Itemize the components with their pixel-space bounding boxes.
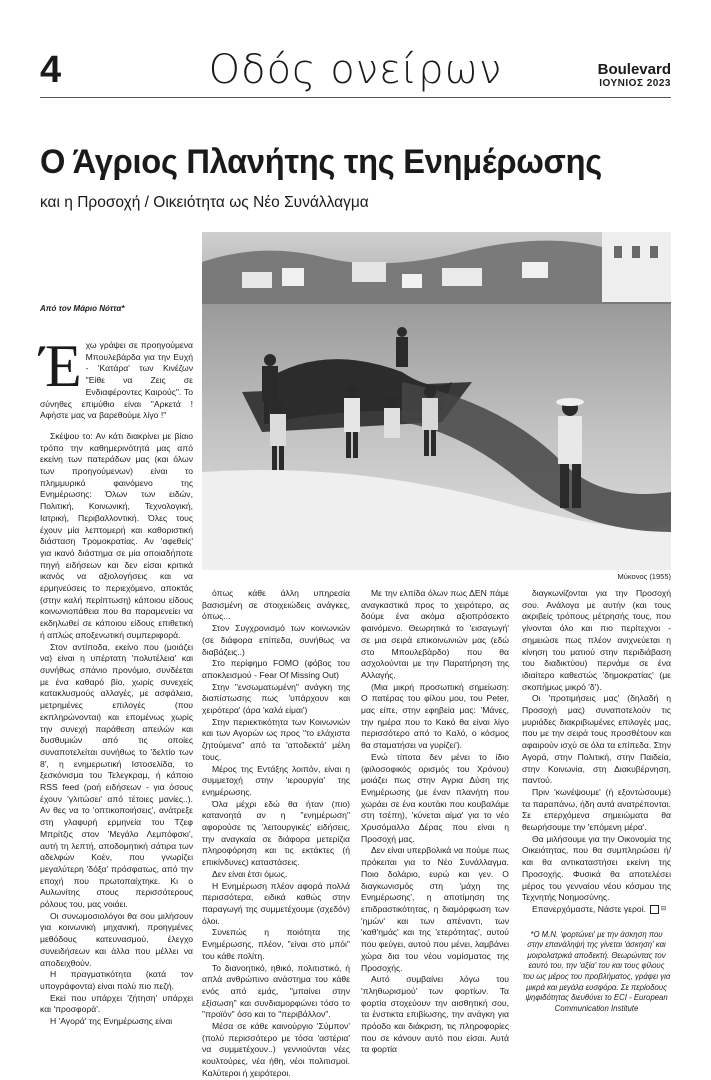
paragraph: Δεν είναι έτσι όμως. xyxy=(212,868,288,879)
paragraph: Οι 'προτιμήσεις μας' (δηλαδή η Προσοχή μας) συναποτελούν τις μυριάδες διακριβωμένες επιλογές μας, που με την σειρά τους προσθέτουν και αφαιρούν ισχύ σε όλα τα επίπεδα. Στην Αγορά, στην Πολιτική, στην Παιδεία, στην Κοινωνία, στη Διακυβέρνηση, παντού. xyxy=(522,693,671,786)
paragraph: Μέσα σε κάθε καινούργιο 'Σύμπον' (πολύ περισσότερο με τόσα 'αστέρια' να συμμετέχουν..) γεννιούνται νέες κουλτούρες, νέα ήθη, νέοι πολιτισμοί. Καλύτεροι ή χειρότεροι. xyxy=(202,1021,350,1078)
paragraph: Οι συνωμοσιολόγοι θα σου μιλήσουν για κοινωνική μηχανική, προηγμένες μεθόδους κατευνασμού, έλεγχο συνειδήσεων και άλλα που μέλλει να αποδειχθούν. xyxy=(40,910,193,968)
lead-paragraph xyxy=(40,333,193,422)
paragraph: Το διανοητικό, ηθικό, πολιτιστικό, ή απλά ανθρώπινο ανάστημα του κάθε ενός από εμάς, "μπαίνει στην εξίσωση" και συνδιαμορφώνει τόσο το "προϊόν" όσο και το "περιβάλλον". xyxy=(202,962,350,1020)
paragraph: Στον αντίποδα, εκείνο που (μοιάζει να) είναι η υπέρτατη 'πολυτέλεια' και συνήθως σπάνιο προνόμιο, συνδέεται με ένα καθαρό βίο, χωρίς συνεχείς κατακλυσμούς αλλαγές, με ασφάλεια, μετρημένες επιλογές (που εκπληρώνονται) και επομένως χωρίς την συνεχή παράθεση απειλών και δυσθυμιών από τις οποίες συναποτελείται συνήθως το 'δελτίο των 8', η ενημερωτική Ιστοσελίδα, το ξεσκόνισμα του Τελεγκραμ, ή κάποιο RSS feed (ροή ειδήσεων - για όσους έχουν 'γλιτώσει' από τέτοιες μανίες..). Αν θες να το 'οπτικοποιήσεις', ανάτρεξε στη γλαφυρή ερμηνεία του Τζεφ Μπρίτζις στον 'Μεγάλο Λεμπόφσκι', αυτή τη λεπτή, αποδομητική σάτιρα των αδελφών Κοέν, που γνωρίζει μεγαλύτερη 'δόξα' πρόσφατως, από την εποχή που πρωτοπαίχτηκε. Κι ο Αυλωνίτης στους περισσότερους ρόλους του, μας νοιάει. xyxy=(40,641,193,910)
paragraph: (Μια μικρή προσωπική σημείωση: Ο πατέρας του φίλου μου, του Peter, μας είπε, στην εφηβεία μας: 'Μάνες, την ημέρα που το Κακό θα είναι λίγο περισσότερο από το Καλό, ο κόσμος θα σταματήσει να γυρίζει'). xyxy=(361,681,509,751)
header-rule xyxy=(40,97,671,98)
paragraph: Μέρος της Εντάξης λοιπόν, είναι η συμμετοχή στην 'ιερουργία' της ενημέρωσης. xyxy=(202,763,350,797)
paragraph: Η 'Αγορά' της Ενημέρωσης είναι xyxy=(50,1016,173,1027)
article-byline: Από τον Μάριο Νόττα* xyxy=(40,304,125,313)
text-column-1 xyxy=(40,333,193,1028)
paragraph: Ενώ τίποτα δεν μένει το ίδιο (φιλοσοφικός ορισμός του Χρόνου) μοιάζει πως στην Αγρια Δύση της Ενημέρωσης (με έναν πλανήτη που χωράει σε ένα κουτάκι που κουβαλάμε στη τσέπη), 'κύνεται αίμα' για το νέο Χρυσόμαλλο Δέρας που είναι η Προσοχή μας. xyxy=(361,751,509,844)
end-mark-icon: ⊟ xyxy=(650,905,659,914)
paragraph: Στο περίφημο FOMO (φόβος του αποκλεισμού - Fear Of Missing Out) xyxy=(202,658,350,680)
paragraph: Σκέψου το: Αν κάτι διακρίνει με βίαιο τρόπο την καθημερινότητά μας από εκείνη των πατεράδων μας (και όλων των προηγούμενων) είναι το πλημμυρικό φαινόμενο της Ενημέρωσης: Όλων των ειδών, Πολιτική, Κοινωνική, Τεχνολογική, Ιατρική, Περιβαλλοντική. Όλες τους έχουν μία λεπτομερή και καθοριστική διάσταση Τρομοκρατίας. Αν 'αφεθείς' για ικανό διάστημα σε μία οποιαδήποτε πηγή ειδήσεων και δεν είσαι κριτικά ικανός να αξιολογήσεις και να ερμηνεύσεις το περιεχόμενο, αποκτάς (στην καλή περίπτωση) κάποιου είδους κοινωνιοπάθεια που θα παραμενείει να εκδηλωθεί σε κάποιου είδους επιθετική ή απλώς αποξενωτική συμπεριφορά. xyxy=(40,430,193,640)
issue-date: ΙΟΥΝΙΟΣ 2023 xyxy=(599,78,671,89)
drop-cap: Έ xyxy=(40,333,82,399)
fishermen-photo-illustration xyxy=(202,232,671,570)
paragraph: Πριν 'κωνέψουμε' (ή εξοντώσουμε) τα παραπάνω, ήδη αυτά ανατρέπονται. Σε επερχόμενα σημειώματα θα θεωρήσουμε την 'επόμενη μέρα'. xyxy=(522,786,671,833)
lead-text: χω γράψει σε προηγούμενα Μπουλεβάρδα για την Ευχή - 'Κατάρα' των Κινέζων "Είθε να Ζεις σε Ενδιαφέροντες Καιρούς". Το σύνηθες επιμύθιο είναι "Αρκετά ! Αφήστε μας να βαρεθούμε λίγο !" xyxy=(40,340,193,421)
paragraph: Στην "ενσωματωμένη" ανάγκη της διαπίστωσης πως 'υπάρχουν και χειρότερα' (άρα 'καλά είμαι') xyxy=(202,681,350,716)
paragraph: Συνεπώς η ποιότητα της Ενημέρωσης, πλέον, "είναι στο μπόι" του κάθε πολίτη. xyxy=(202,927,350,961)
paragraph: Η πραγματικότητα (κατά τον υπογράφοντα) είναι πολύ πιο πεζή. xyxy=(40,969,193,991)
page-number: 4 xyxy=(40,49,62,91)
photo-caption: Μύκονος (1955) xyxy=(617,572,671,581)
text-column-2 xyxy=(202,588,350,1080)
paragraph: Εκεί που υπάρχει 'ζήτηση' υπάρχει και 'προσφορά'. xyxy=(40,992,193,1015)
text-column-4 xyxy=(522,588,671,1014)
paragraph: Με την ελπίδα όλων πως ΔΕΝ πάμε αναγκαστικά προς το χειρότερο, ας δούμε ένα ακόμα αξιοπρόσεκτο φαινόμενο. Θεωρητικά το 'εισαγωγή' σε μια σειρά επικοινωνιών μας (εδώ στο Μπουλεβάρδο) που θα ασχολούνται με την Παρατήρηση της Αλλαγής. xyxy=(361,588,509,680)
paragraph: διαγκωνίζονται για την Προσοχή σου. Ανάλογα με αυτήν (και τους ακριβείς τρόπους μέτρησής τους, που γίνονται όλο και πιο περίτεχνοι - σημειώσε πως πλέον ανιχνεύεται η κίνηση του ματιού στην περιδιάβαση του διαδικτύου) περνάμε σε ένα ιδιαίτερο καθεστώς 'δημοκρατίας' (με σκοπήμως μικρό 'δ'). xyxy=(522,588,671,692)
paragraph: Η Ενημέρωση πλέον αφορά πολλά περισσότερα, ειδικά καθώς στην παραγωγή της συμμετέχουμε (σχεδόν) όλοι. xyxy=(202,880,350,926)
brand-name: Boulevard xyxy=(597,61,671,78)
paragraph: Στην περιεκτικότητα των Κοινωνιών και των Αγορών ως προς "το ελάχιστα ζητούμενα" από τα 'αποδεκτά' μέλη τους. xyxy=(202,716,350,762)
paragraph: Θα μιλήσουμε για την Οικονομία της Οικειότητας, που θα συμπληρώσει ή/και θα αντικαταστήσει εκείνη της Προσοχής. Φυσικά θα αποτελέσει μέρος του γενναίου νέου κόσμου της Τεχνητής Νοημοσύνης. xyxy=(522,833,671,903)
publication-masthead xyxy=(598,62,671,90)
paragraph: Δεν είναι υπερβολικά να πούμε πως πρόκειται για το Νέο Συνάλλαγμα. Ποιο δολάριο, ευρώ και γεν. Ο διαγκωνισμός στη 'μάχη της Ενημέρωσης', η αποτίμηση της επιδραστικότητας, η διαμόρφωση των 'ημών' και των απέναντι, των 'καθ'ημάς' και της 'ετερότητας', αυτού που φεύγει, αυτού που μένει, λαμβάνει χώρα δια του νέου νομίσματος της Προσοχής. xyxy=(361,845,509,973)
sign-off xyxy=(522,904,671,916)
author-footnote: *Ο Μ.Ν. 'φορτώνει' με την άσκηση που στην επανάληψή της γίνεται 'άσκηση' και μοιρολατρικά αποδεκτή. Θεωρώντας τον εαυτό του, την 'αξία' του και τους φίλους του ως μέρος του προβλήματος, γράφει για μικρά και μεγάλα ευσφόρα. Σε περίοδους ψηφιδότητας διευθύνει το ECI - European Communication Institute xyxy=(522,929,671,1013)
article-photo xyxy=(202,232,671,570)
article-subtitle: και η Προσοχή / Οικειότητα ως Νέο Συνάλλαγμα xyxy=(40,194,369,211)
section-title: Οδός ονείρων xyxy=(208,47,503,93)
article-headline: Ο Άγριος Πλανήτης της Ενημέρωσης xyxy=(40,143,602,181)
paragraph: όπως κάθε άλλη υπηρεσία βασισμένη σε στοιχειώδεις ανάγκες, όπως... xyxy=(202,588,350,622)
paragraph: Στον Συγχρονισμό των κοινωνιών (σε διάφορα επίπεδα, συνήθως να διαβάζεις..) xyxy=(202,623,350,657)
paragraph: Αυτό συμβαίνει λόγω του 'πληθωρισμού' των φορτίων. Τα φορτία στοχεύουν την αισθητική σου, τα ένστικτα επιβίωσης, την ανάγκη για πρόοδο και διάκριση, τις πληροφορίες που σε κάνουν αυτό που είσαι. Αυτά τα φορτία xyxy=(361,974,509,1055)
paragraph: Όλα μέχρι εδώ θα ήταν (πιο) κατανοητά αν η "ενημέρωση" αφορούσε τις 'λειτουργικές' ειδήσεις, την αναγκαία σε διάφορα μετερίζια πληροφόρηση και τις εκτάκτες (ή επικίνδυνες) καταστάσεις. xyxy=(202,798,350,868)
sign-off-text: Επανερχόμαστε, Νάστε γεροί. xyxy=(532,903,646,914)
text-column-3 xyxy=(361,588,509,1056)
